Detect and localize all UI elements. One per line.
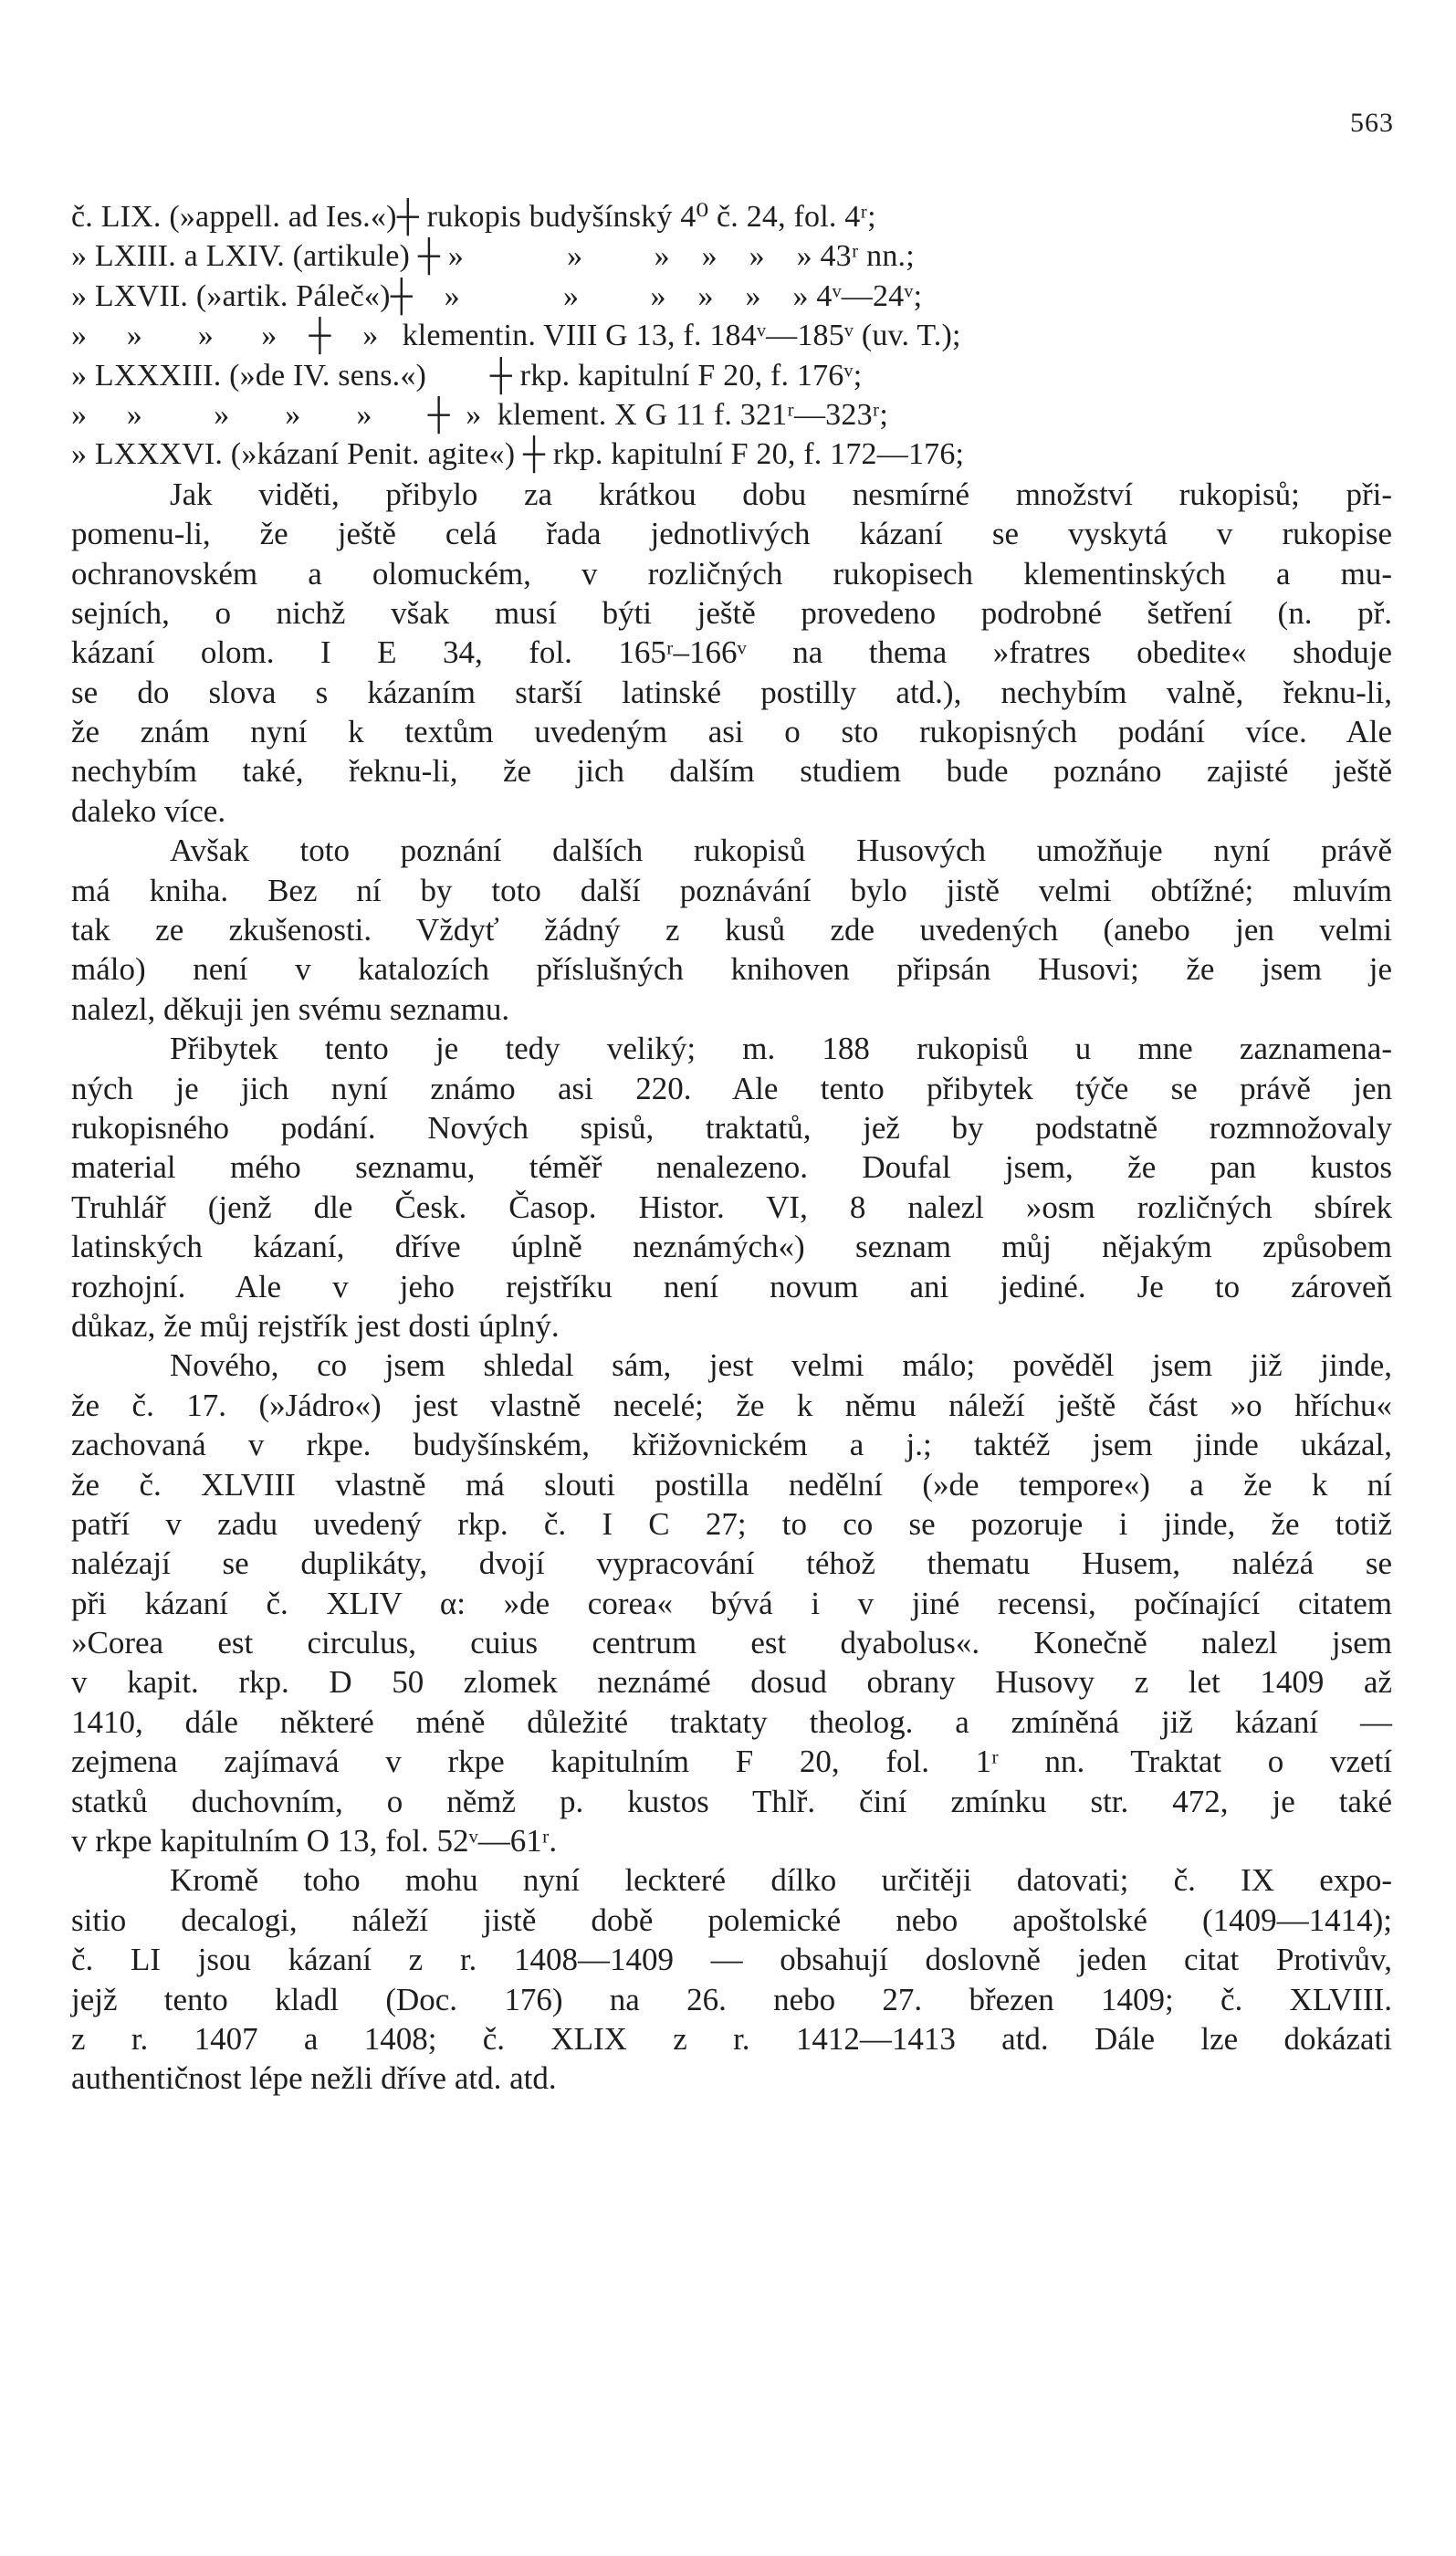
- page-number: 563: [1350, 108, 1394, 138]
- text-line: »Corea est circulus, cuius centrum est dyabolus«. Konečně nalezl jsem: [71, 1625, 1392, 1661]
- text-line: důkaz, že můj rejstřík jest dosti úplný.: [71, 1307, 560, 1344]
- registry-line: » LXXXIII. (»de IV. sens.«) ┼ rkp. kapitulní F 20, f. 176ᵛ;: [71, 358, 863, 393]
- paragraph-manuscripts-growth: [71, 475, 1392, 832]
- text-line: Jak viděti, přibylo za krátkou dobu nesmírné množství rukopisů; při-: [170, 476, 1392, 512]
- text-line: daleko více.: [71, 792, 226, 829]
- text-line: 1410, dále některé méně důležité traktaty theolog. a zmíněná již kázaní —: [71, 1703, 1392, 1740]
- page-text: [71, 197, 1392, 2099]
- text-line: nalezl, děkuji jen svému seznamu.: [71, 990, 510, 1027]
- registry-line: » LXIII. a LXIV. (artikule) ┼ » » » » » » 43ʳ nn.;: [71, 239, 915, 274]
- text-line: authentičnost lépe nežli dříve atd. atd.: [71, 2060, 557, 2097]
- text-line: sejních, o nichž však musí býti ještě provedeno podrobné šetření (n. př.: [71, 594, 1392, 631]
- text-line: že č. 17. (»Jádro«) jest vlastně necelé; že k němu náleží ještě část »o hříchu«: [71, 1387, 1392, 1423]
- paragraph-new-material: [71, 1029, 1392, 1346]
- text-line: jejž tento kladl (Doc. 176) na 26. nebo 27. březen 1409; č. XLVIII.: [71, 1981, 1392, 2017]
- text-line: při kázaní č. XLIV α: »de corea« bývá i v jiné recensi, počínající citatem: [71, 1585, 1392, 1621]
- text-line: statků duchovním, o němž p. kustos Thlř. činí zmínku str. 472, je také: [71, 1783, 1392, 1819]
- registry-line: » » » » » ┼ » klement. X G 11 f. 321ʳ—323ʳ;: [71, 397, 888, 432]
- text-line: ných je jich nyní známo asi 220. Ale tento přibytek týče se právě jen: [71, 1070, 1392, 1106]
- text-line: v kapit. rkp. D 50 zlomek neznámé dosud obrany Husovy z let 1409 až: [71, 1664, 1392, 1701]
- text-line: v rkpe kapitulním O 13, fol. 52ᵛ—61ʳ.: [71, 1823, 558, 1859]
- text-line: Přibytek tento je tedy veliký; m. 188 rukopisů u mne zaznamena-: [170, 1031, 1392, 1067]
- text-line: ochranovském a olomuckém, v rozličných rukopisech klementinských a mu-: [71, 555, 1392, 592]
- text-line: material mého seznamu, téměř nenalezeno. Doufal jsem, že pan kustos: [71, 1149, 1392, 1186]
- registry-line: » LXVII. (»artik. Páleč«)┼ » » » » » » 4ᵛ—24ᵛ;: [71, 278, 923, 313]
- registry-line: č. LIX. (»appell. ad Ies.«)┼ rukopis budyšínský 4⁰ č. 24, fol. 4ʳ;: [71, 200, 876, 234]
- paragraph-book-utility: [71, 831, 1392, 1029]
- text-line: č. LI jsou kázaní z r. 1408—1409 — obsahují doslovně jeden citat Protivův,: [71, 1942, 1392, 1978]
- text-line: z r. 1407 a 1408; č. XLIX z r. 1412—1413 atd. Dále lze dokázati: [71, 2020, 1392, 2057]
- text-line: kázaní olom. I E 34, fol. 165ʳ–166ᵛ na thema »fratres obedite« shoduje: [71, 634, 1392, 671]
- text-line: Kromě toho mohu nyní leckteré dílko určitěji datovati; č. IX expo-: [170, 1862, 1392, 1899]
- text-line: rukopisného podání. Nových spisů, traktatů, jež by podstatně rozmnožovaly: [71, 1109, 1392, 1146]
- text-line: nalézají se duplikáty, dvojí vypracování téhož thematu Husem, nalézá se: [71, 1545, 1392, 1582]
- text-line: patří v zadu uvedený rkp. č. I C 27; to co se pozoruje i jinde, že totiž: [71, 1505, 1392, 1542]
- paragraph-personal-findings: [71, 1346, 1392, 1860]
- text-line: pomenu-li, že ještě celá řada jednotlivých kázaní se vyskytá v rukopise: [71, 516, 1392, 552]
- text-line: Avšak toto poznání dalších rukopisů Husových umožňuje nyní právě: [170, 833, 1392, 869]
- text-line: málo) není v katalozích příslušných knihoven připsán Husovi; že jsem je: [71, 951, 1392, 988]
- text-line: zachovaná v rkpe. budyšínském, křižovnickém a j.; taktéž jsem jinde ukázal,: [71, 1427, 1392, 1463]
- text-line: má kniha. Bez ní by toto další poznávání bylo jistě velmi obtížné; mluvím: [71, 872, 1392, 908]
- text-line: Nového, co jsem shledal sám, jest velmi málo; pověděl jsem již jinde,: [170, 1347, 1392, 1384]
- text-line: se do slova s kázaním starší latinské postilly atd.), nechybím valně, řeknu-li,: [71, 674, 1392, 710]
- text-line: sitio decalogi, náleží jistě době polemické nebo apoštolské (1409—1414);: [71, 1901, 1392, 1938]
- registry-line: » LXXXVI. (»kázaní Penit. agite«) ┼ rkp. kapitulní F 20, f. 172—176;: [71, 437, 965, 472]
- text-line: latinských kázaní, dříve úplně neznámých«) seznam můj nějakým způsobem: [71, 1229, 1392, 1265]
- text-line: že znám nyní k textům uvedeným asi o sto rukopisných podání více. Ale: [71, 714, 1392, 750]
- manuscript-registry: [71, 197, 1392, 475]
- paragraph-dating: [71, 1860, 1392, 2098]
- text-line: rozhojní. Ale v jeho rejstříku není novum ani jediné. Je to zároveň: [71, 1268, 1392, 1304]
- text-line: Truhlář (jenž dle Česk. Časop. Histor. VI, 8 nalezl »osm rozličných sbírek: [71, 1189, 1392, 1225]
- registry-line: » » » » ┼ » klementin. VIII G 13, f. 184ᵛ—185ᵛ (uv. T.);: [71, 319, 961, 353]
- text-line: zejmena zajímavá v rkpe kapitulním F 20, fol. 1ʳ nn. Traktat o vzetí: [71, 1744, 1392, 1780]
- text-line: že č. XLVIII vlastně má slouti postilla nedělní (»de tempore«) a že k ní: [71, 1466, 1392, 1503]
- text-line: nechybím také, řeknu-li, že jich dalším studiem bude poznáno zajisté ještě: [71, 753, 1392, 790]
- text-line: tak ze zkušenosti. Vždyť žádný z kusů zde uvedených (anebo jen velmi: [71, 912, 1392, 948]
